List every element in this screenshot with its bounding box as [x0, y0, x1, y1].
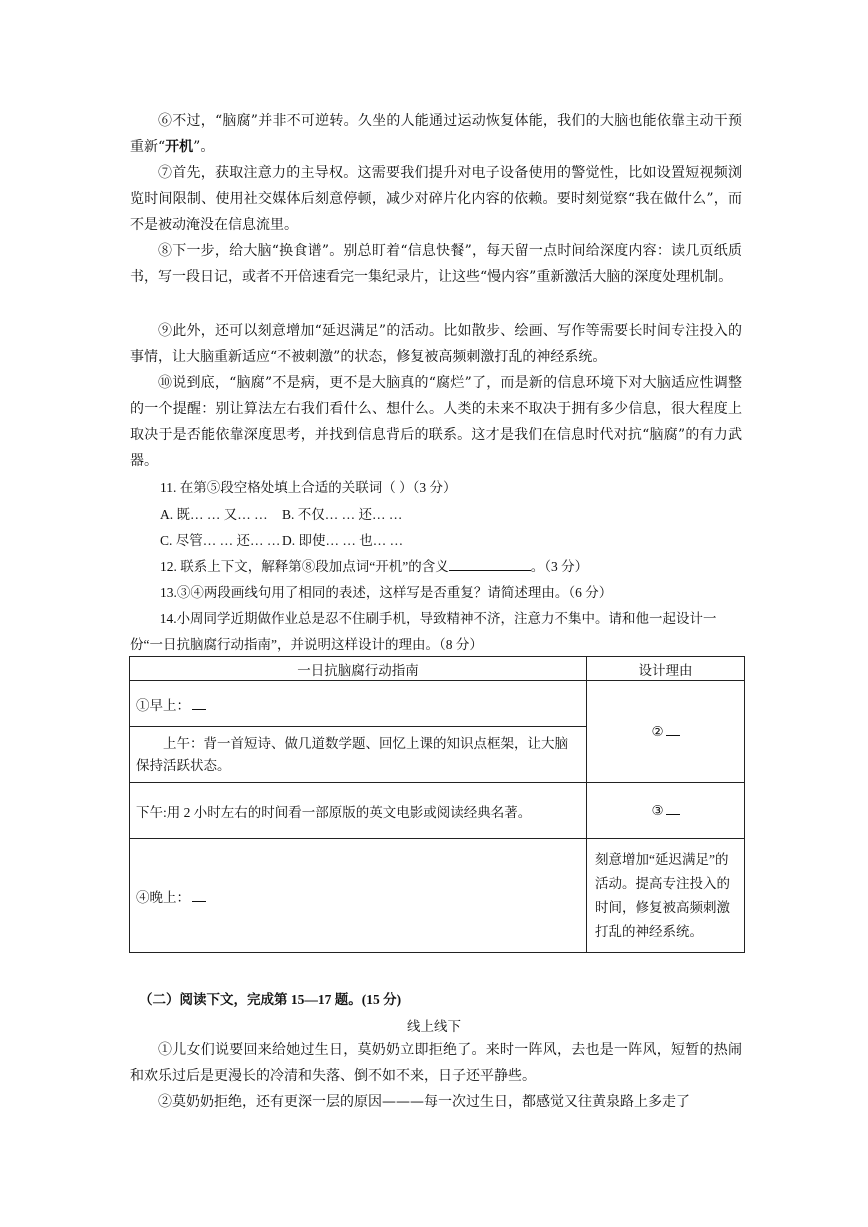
story-paragraph-1: ①儿女们说要回来给她过生日，莫奶奶立即拒绝了。来时一阵风，去也是一阵风，短暂的热闹和欢乐过后是更漫长的冷清和失落、倒不如不来，日子还平静些。	[130, 1042, 742, 1084]
reason-4-cell: 刻意增加“延迟满足”的活动。提高专注投入的时间，修复被高频刺激打乱的神经系统。	[587, 839, 745, 953]
row-forenoon: 上午：背一首短诗、做几道数学题、回忆上课的知识点框架，让大脑保持活跃状态。	[130, 727, 587, 783]
answer-blank-12[interactable]	[449, 558, 531, 571]
row-morning	[130, 681, 587, 727]
question-13: 13.③④两段画线句用了相同的表述，这样写是否重复？请简述理由。（6 分）	[160, 585, 613, 600]
answer-blank-3[interactable]	[666, 804, 680, 815]
row-afternoon: 下午:用 2 小时左右的时间看一部原版的英文电影或阅读经典名著。	[130, 783, 587, 839]
answer-blank-4[interactable]	[192, 891, 206, 902]
option-b: B. 不仅… … 还… …	[282, 507, 403, 522]
table-header-reason: 设计理由	[587, 657, 745, 681]
paragraph-6-end: ”。	[193, 139, 215, 155]
reason-3-cell	[587, 783, 745, 839]
question-11: 11. 在第⑤段空格处填上合适的关联词（ ）（3 分）	[160, 480, 457, 495]
paragraph-8: ⑧下一步，给大脑“换食谱”。别总盯着“信息快餐”，每天留一点时间给深度内容：读几页纸质书，写一段日记，或者不开倍速看完一集纪录片，让这些“慢内容”重新激活大脑的深度处理机制。	[130, 243, 742, 285]
table-header-guide: 一日抗脑腐行动指南	[130, 657, 587, 681]
reason-3-label: ③	[651, 802, 664, 818]
section-2-heading: （二）阅读下文，完成第 15—17 题。(15 分)	[139, 992, 402, 1007]
story-paragraph-2: ②莫奶奶拒绝，还有更深一层的原因———每一次过生日，都感觉又往黄泉路上多走了	[158, 1094, 690, 1110]
option-d: D. 即使… … 也… …	[282, 533, 404, 548]
question-12-score: 。（3 分）	[530, 559, 589, 574]
paragraph-10: ⑩说到底，“脑腐”不是病，更不是大脑真的“腐烂”了，而是新的信息环境下对大脑适应性调整的一个提醒：别让算法左右我们看什么、想什么。人类的未来不取决于拥有多少信息，很大程度上取决于是否能依靠深度思考，并找到信息背后的联系。这才是我们在信息时代对抗“脑腐”的有力武器。	[130, 375, 742, 469]
reason-2-cell	[587, 681, 745, 783]
action-guide-table	[129, 656, 745, 953]
option-c: C. 尽管… … 还… …	[160, 533, 281, 548]
paragraph-6-text: ⑥不过，“脑腐”并非不可逆转。久坐的人能通过运动恢复体能，我们的大脑也能依靠主动干预重新“	[130, 113, 742, 155]
question-12	[160, 557, 588, 577]
row-morning-label: ①早上：	[136, 697, 190, 713]
paragraph-6	[130, 108, 742, 160]
row-evening-label: ④晚上：	[136, 889, 190, 905]
paragraph-9: ⑨此外，还可以刻意增加“延迟满足”的活动。比如散步、绘画、写作等需要长时间专注投入的事情，让大脑重新适应“不被刺激”的状态，修复被高频刺激打乱的神经系统。	[130, 323, 742, 365]
keyword-kaiji: 开机	[165, 139, 194, 155]
story-title: 线上线下	[407, 1019, 461, 1035]
option-a: A. 既… … 又… …	[160, 507, 268, 522]
answer-blank-2[interactable]	[666, 725, 680, 736]
question-12-text: 12. 联系上下文，解释第⑧段加点词“开机”的含义	[160, 559, 449, 574]
answer-blank-1[interactable]	[192, 699, 206, 710]
paragraph-7: ⑦首先，获取注意力的主导权。这需要我们提升对电子设备使用的警觉性，比如设置短视频浏览时间限制、使用社交媒体后刻意停顿，减少对碎片化内容的依赖。要时刻觉察“我在做什么”，而不是被动淹没在信息流里。	[130, 165, 742, 233]
question-14: 14.小周同学近期做作业总是忍不住刷手机，导致精神不济，注意力不集中。请和他一起设计一份“一日抗脑腐行动指南”，并说明这样设计的理由。（8 分）	[130, 611, 717, 652]
reason-2-label: ②	[651, 723, 664, 739]
row-evening	[130, 839, 587, 953]
